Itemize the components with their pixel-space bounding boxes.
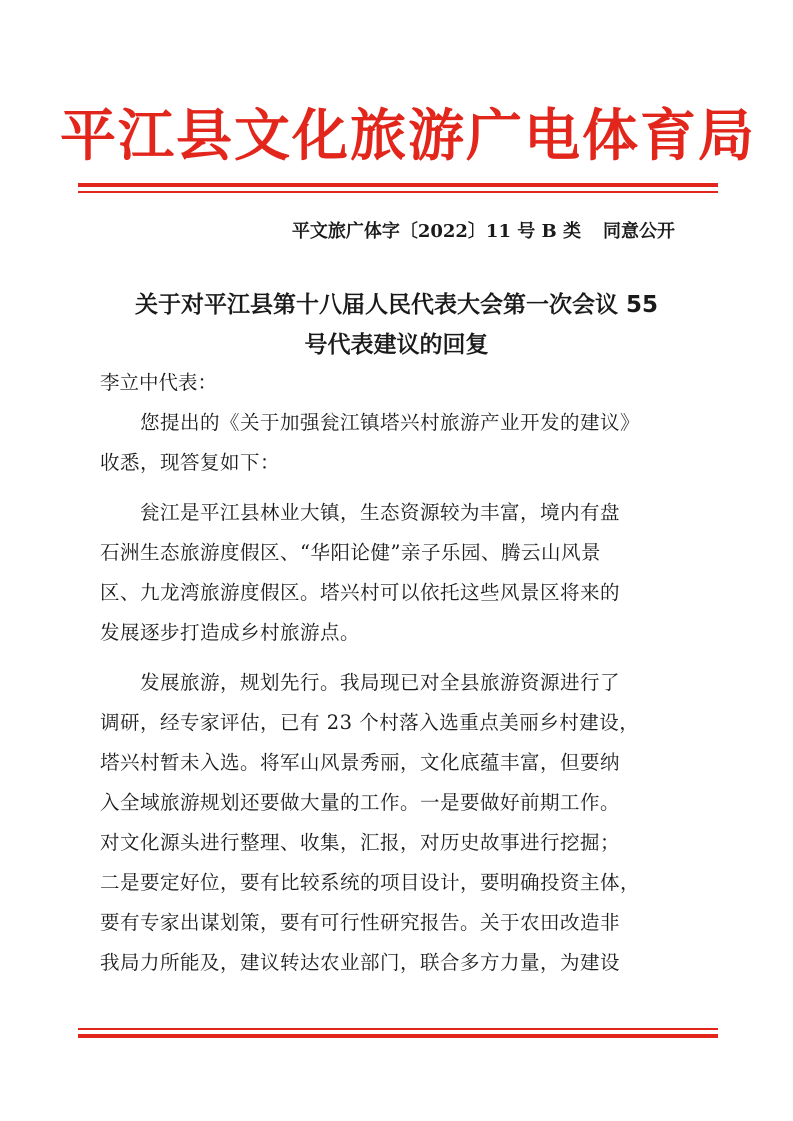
- paragraph-line: 调研，经专家评估，已有 23 个村落入选重点美丽乡村建设，: [100, 711, 640, 734]
- paragraph-line: 对文化源头进行整理、收集，汇报，对历史故事进行挖掘；: [100, 831, 621, 854]
- paragraph-line: 您提出的《关于加强瓮江镇塔兴村旅游产业开发的建议》: [140, 411, 641, 434]
- paragraph-line: 瓮江是平江县林业大镇，生态资源较为丰富，境内有盘: [140, 501, 621, 524]
- paragraph-line: 入全域旅游规划还要做大量的工作。一是要做好前期工作。: [100, 791, 621, 814]
- paragraph-line: 区、九龙湾旅游度假区。塔兴村可以依托这些风景区将来的: [100, 581, 621, 604]
- header-rule-thin: [78, 191, 718, 193]
- letterhead-org-name: 平江县文化旅游广电体育局: [60, 103, 756, 169]
- paragraph-2: [100, 493, 696, 653]
- footer-rule-thick: [78, 1034, 718, 1038]
- paragraph-line: 石洲生态旅游度假区、“华阳论健”亲子乐园、腾云山风景: [100, 541, 601, 564]
- paragraph-line: 我局力所能及，建议转达农业部门，联合多方力量，为建设: [100, 951, 621, 974]
- document-number: [292, 218, 675, 246]
- paragraph-line: 塔兴村暂未入选。将军山风景秀丽，文化底蕴丰富，但要纳: [100, 751, 621, 774]
- paragraph-line: 发展旅游，规划先行。我局现已对全县旅游资源进行了: [140, 671, 621, 694]
- document-title-line-1: 关于对平江县第十八届人民代表大会第一次会议 55: [134, 292, 658, 318]
- document-code: 平文旅广体字〔2022〕11 号 B 类: [291, 221, 581, 242]
- header-rule-thick: [78, 183, 718, 187]
- paragraph-3: [100, 663, 696, 983]
- document-title-line-2: 号代表建议的回复: [304, 332, 489, 358]
- footer-rule-thin: [78, 1028, 718, 1030]
- paragraph-line: 发展逐步打造成乡村旅游点。: [100, 621, 361, 644]
- salutation: 李立中代表：: [100, 371, 218, 394]
- paragraph-1: [100, 403, 696, 483]
- paragraph-line: 要有专家出谋划策，要有可行性研究报告。关于农田改造非: [100, 911, 621, 934]
- disclosure-status: 同意公开: [603, 221, 675, 242]
- paragraph-line: 收悉，现答复如下：: [100, 451, 281, 474]
- paragraph-line: 二是要定好位，要有比较系统的项目设计，要明确投资主体，: [100, 871, 641, 894]
